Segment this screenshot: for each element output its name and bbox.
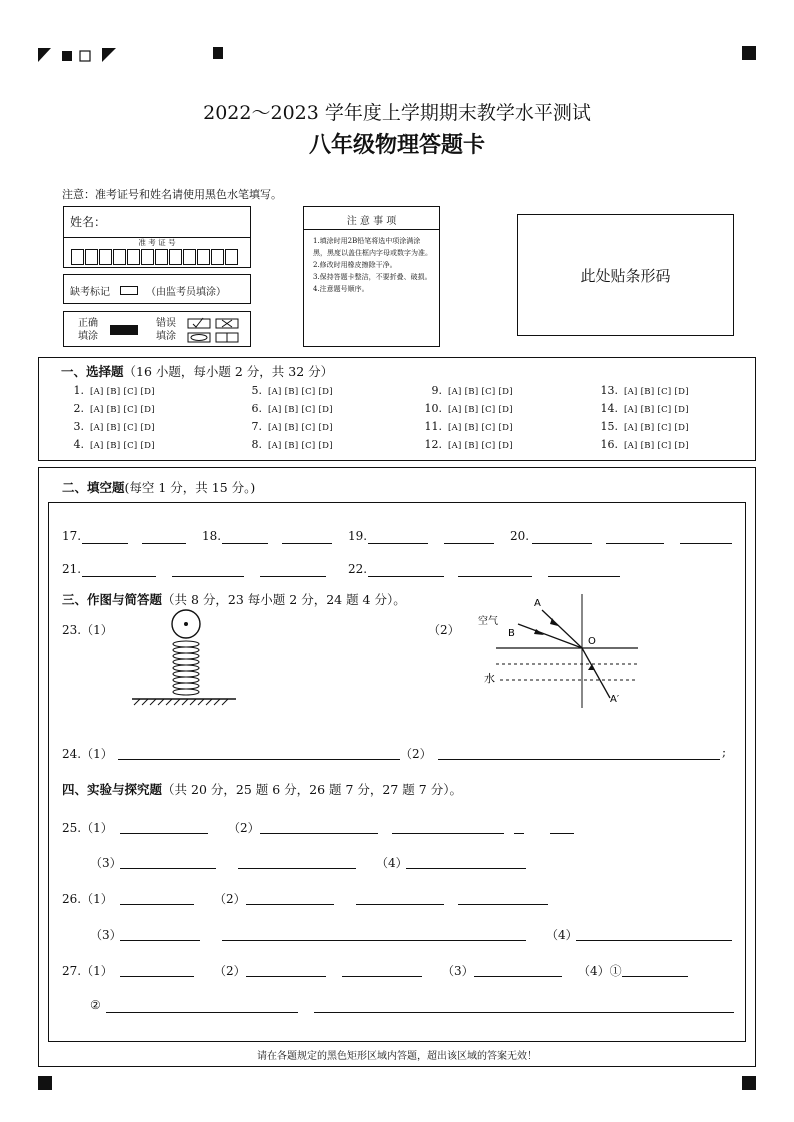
correct-fill-sample [110,325,138,335]
mc-question-3[interactable] [62,420,155,433]
answer-blank[interactable] [392,833,504,834]
q22-label: 22. [348,562,368,576]
wrong-fill-samples [186,317,248,345]
name-label: 姓名： [70,215,107,229]
mc-options[interactable]: [A] [B] [C] [D] [90,441,155,451]
q18-label: 18. [202,529,222,543]
mc-options[interactable]: [A] [B] [C] [D] [268,423,333,433]
absent-mark-box [63,274,251,304]
answer-blank[interactable] [458,904,548,905]
mc-options[interactable]: [A] [B] [C] [D] [624,405,689,415]
q25-part2-label: （2） [228,821,260,835]
answer-blank[interactable] [368,576,444,577]
answer-blank[interactable] [606,543,664,544]
absent-label: 缺考标记 [70,287,110,298]
alignment-mark [742,46,756,60]
answer-blank[interactable] [120,976,194,977]
answer-blank[interactable] [680,543,732,544]
mc-question-number: 12. [424,438,442,451]
mc-question-number: 5. [251,384,262,397]
mc-question-13[interactable] [596,384,689,397]
answer-blank[interactable] [120,904,194,905]
answer-blank[interactable] [356,904,444,905]
answer-blank[interactable] [548,576,620,577]
mc-options[interactable]: [A] [B] [C] [D] [90,405,155,415]
q27-part4-label: （4）① [578,964,622,978]
inner-answer-box [48,502,746,1042]
q21-label: 21. [62,562,82,576]
q23-part2-label: （2） [428,623,460,637]
instruction-item-1: 1.填涂时用2B铅笔将选中项涂满涂黑，黑度以盖住框内字母或数字为准。 [313,237,432,257]
answer-blank[interactable] [474,976,562,977]
mc-question-number: 15. [600,420,618,433]
answer-blank[interactable] [260,576,326,577]
title-line1: 2022～2023 学年度上学期期末教学水平测试 [203,102,591,124]
mc-question-number: 1. [73,384,84,397]
section1-title: 一、选择题（16 小题，每小题 2 分，共 32 分） [61,364,334,379]
mc-question-2[interactable] [62,402,155,415]
alignment-mark [742,1076,756,1090]
answer-blank[interactable] [260,833,378,834]
spring-ball-figure [128,608,238,708]
mc-question-number: 2. [73,402,84,415]
semicolon: ; [722,745,727,759]
barcode-box [517,214,734,336]
q26-part3-label: （3） [90,928,122,942]
mc-question-6[interactable] [240,402,333,415]
id-number-cells[interactable] [71,249,239,269]
q26-part2-label: （2） [214,892,246,906]
footer-warning: 请在各题规定的黑色矩形区域内答题，超出该区域的答案无效！ [257,1051,537,1062]
mc-options[interactable]: [A] [B] [C] [D] [448,441,513,451]
mc-question-number: 13. [600,384,618,397]
q24-part2-label: （2） [400,747,432,761]
answer-blank[interactable] [120,833,208,834]
mc-question-11[interactable] [420,420,513,433]
id-label: 准 考 证 号 [138,238,176,247]
mc-question-15[interactable] [596,420,689,433]
fig-water-label: 水 [484,672,495,685]
q23-label: 23.（1） [62,623,113,637]
answer-blank[interactable] [142,543,186,544]
answer-blank[interactable] [120,868,216,869]
mc-options[interactable]: [A] [B] [C] [D] [624,387,689,397]
fig-A-label: A [534,598,541,609]
mc-question-4[interactable] [62,438,155,451]
title-line2: 八年级物理答题卡 [308,133,485,158]
q19-label: 19. [348,529,368,543]
q27-circle2-label: ② [90,998,101,1012]
section3-title: 三、作图与简答题（共 8 分，23 每小题 2 分，24 题 4 分）。 [62,592,406,607]
mc-question-number: 9. [431,384,442,397]
mc-options[interactable]: [A] [B] [C] [D] [268,441,333,451]
corner-marks-top-left [38,48,122,68]
fig-A2-label: A′ [610,694,620,705]
mc-question-number: 8. [251,438,262,451]
mc-question-number: 6. [251,402,262,415]
mc-question-number: 4. [73,438,84,451]
q26-part4-label: （4） [546,928,578,942]
mc-question-number: 16. [600,438,618,451]
instruction-item-2: 2.修改时用橡皮擦除干净。 [313,261,397,269]
mc-question-16[interactable] [596,438,689,451]
mc-question-12[interactable] [420,438,513,451]
fig-air-label: 空气 [478,616,498,627]
q25-label: 25.（1） [62,821,113,835]
answer-blank[interactable] [82,543,128,544]
answer-blank[interactable] [118,759,400,760]
mc-options[interactable]: [A] [B] [C] [D] [448,405,513,415]
mc-question-number: 7. [251,420,262,433]
q17-label: 17. [62,529,82,543]
refraction-figure [478,594,638,712]
answer-blank[interactable] [550,833,574,834]
barcode-label: 此处贴条形码 [580,267,671,285]
mc-question-number: 11. [424,420,442,433]
answer-blank[interactable] [282,543,332,544]
answer-blank[interactable] [576,940,732,941]
answer-blank[interactable] [314,1012,734,1013]
instruction-item-4: 4.注意题号顺序。 [313,285,369,293]
mc-question-number: 14. [600,402,618,415]
section4-title: 四、实验与探究题（共 20 分，25 题 6 分，26 题 7 分，27 题 7 分）。 [62,782,462,797]
answer-blank[interactable] [246,904,334,905]
answer-blank[interactable] [222,940,526,941]
mc-options[interactable]: [A] [B] [C] [D] [268,405,333,415]
mc-question-number: 10. [424,402,442,415]
answer-blank[interactable] [120,940,200,941]
q25-part3-label: （3） [90,856,122,870]
correct-fill-label-1: 正确 [78,318,98,329]
answer-blank[interactable] [514,833,524,834]
answer-blank[interactable] [532,543,592,544]
mc-options[interactable]: [A] [B] [C] [D] [90,387,155,397]
answer-blank[interactable] [106,1012,298,1013]
q20-label: 20. [510,529,530,543]
q27-part3-label: （3） [442,964,474,978]
mc-question-8[interactable] [240,438,333,451]
fig-B-label: B [508,628,515,639]
instructions-box [303,206,440,347]
alignment-mark [213,47,223,59]
wrong-fill-label-1: 错误 [156,318,176,329]
answer-blank[interactable] [406,868,526,869]
fig-O-label: O [588,636,596,647]
mc-options[interactable]: [A] [B] [C] [D] [90,423,155,433]
mc-options[interactable]: [A] [B] [C] [D] [448,423,513,433]
absent-note: （由监考员填涂） [146,287,226,298]
fill-sample-box [63,311,251,347]
q27-label: 27.（1） [62,964,113,978]
notice-text: 注意：准考证号和姓名请使用黑色水笔填写。 [62,188,282,201]
answer-blank[interactable] [238,868,356,869]
answer-blank[interactable] [342,976,422,977]
instructions-title: 注 意 事 项 [346,216,397,227]
answer-blank[interactable] [172,576,244,577]
alignment-mark [38,1076,52,1090]
answer-blank[interactable] [438,759,720,760]
mc-question-number: 3. [73,420,84,433]
mc-question-10[interactable] [420,402,513,415]
section2-title: 二、填空题(每空 1 分，共 15 分。) [62,480,256,495]
answer-blank[interactable] [82,576,156,577]
wrong-fill-label-2: 填涂 [156,331,176,342]
mc-question-1[interactable] [62,384,155,397]
mc-options[interactable]: [A] [B] [C] [D] [448,387,513,397]
correct-fill-label-2: 填涂 [78,331,98,342]
mc-options[interactable]: [A] [B] [C] [D] [268,387,333,397]
mc-options[interactable]: [A] [B] [C] [D] [624,441,689,451]
q24-label: 24.（1） [62,747,113,761]
answer-blank[interactable] [368,543,428,544]
mc-question-14[interactable] [596,402,689,415]
instruction-item-3: 3.保持答题卡整洁，不要折叠、破损。 [313,273,432,281]
name-id-box [63,206,251,268]
q25-part4-label: （4） [376,856,408,870]
mc-options[interactable]: [A] [B] [C] [D] [624,423,689,433]
absent-checkbox[interactable] [120,286,138,295]
mc-question-5[interactable] [240,384,333,397]
answer-blank[interactable] [246,976,326,977]
mc-question-9[interactable] [420,384,513,397]
mc-question-7[interactable] [240,420,333,433]
answer-blank[interactable] [222,543,268,544]
answer-blank[interactable] [458,576,532,577]
q26-label: 26.（1） [62,892,113,906]
q27-part2-label: （2） [214,964,246,978]
answer-blank[interactable] [622,976,688,977]
answer-blank[interactable] [444,543,494,544]
